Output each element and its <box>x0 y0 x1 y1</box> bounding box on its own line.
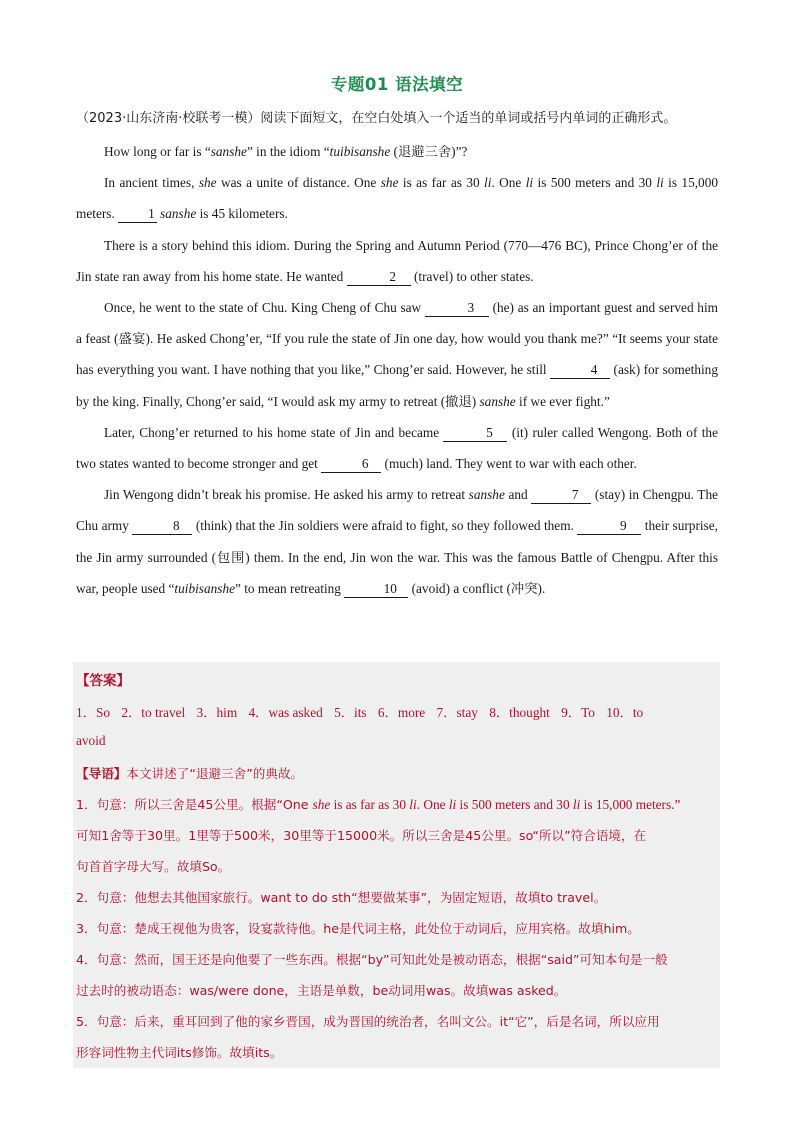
text: (退避三舍)”? <box>390 144 468 159</box>
italic-term: li <box>525 175 534 191</box>
text: is as far as 30 <box>398 175 485 191</box>
answer-item: 5．its <box>334 705 367 720</box>
blank-9[interactable]: 9 <box>577 517 641 535</box>
italic-term: she <box>380 175 399 191</box>
italic-term: she <box>198 175 217 191</box>
answer-item: 2．to travel <box>121 705 186 720</box>
passage-paragraph-4 <box>76 292 718 417</box>
text: is 15,000 meters.” <box>580 797 681 812</box>
blank-7[interactable]: 7 <box>531 486 591 504</box>
italic-term: li <box>409 797 417 812</box>
text: (stay) in Chengpu. The Chu army <box>76 487 719 534</box>
passage <box>76 136 718 604</box>
explanation-4-cont: 过去时的被动语态：was/were done，主语是单数，be动词用was。故填was asked。 <box>76 983 567 998</box>
passage-paragraph-6 <box>76 479 718 604</box>
text: There is a story behind this idiom. During the Spring and Autumn Period (770—476 BC), Prince Chong’er of the Jin state ran away from his home state. He wanted <box>76 237 718 284</box>
text: and <box>504 487 532 503</box>
explanation-3: 3．句意：楚成王视他为贵客，设宴款待他。he是代词主格，此处位于动词后，应用宾格。故填him。 <box>76 921 640 936</box>
text: was a unite of distance. One <box>216 175 381 191</box>
text: How long or far is “ <box>104 144 211 159</box>
text: (think) that the Jin soldiers were afraid to fight, so they followed them. <box>192 518 578 534</box>
italic-term: she <box>312 797 331 812</box>
answer-section <box>73 662 720 1068</box>
guide <box>76 758 716 789</box>
text: (ask) for something by the king. Finally, Chong’er said, “I would ask my army to retreat (撤退) <box>76 362 718 409</box>
text: Later, Chong’er returned to his home state of Jin and became <box>104 424 444 440</box>
explanation-1-cont: 句首首字母大写。故填So。 <box>76 859 231 874</box>
passage-paragraph-1 <box>76 136 718 167</box>
italic-term: li <box>572 797 581 812</box>
text: (travel) to other states. <box>410 268 534 284</box>
text: (it) ruler called Wengong. Both of the two states wanted to become stronger and get <box>76 424 718 472</box>
explanation-5: 5．句意：后来，重耳回到了他的家乡晋国，成为晋国的统治者，名叫文公。it“它”，后是名词，所以应用 <box>76 1014 660 1029</box>
text: (he) as an important guest and served him a feast (盛宴). He asked Chong’er, “If you rule the state of Jin one day, how would you thank me?” “It seems your state has everything you want. I have nothing that you like,” Chong’er said. However, he still <box>76 300 718 378</box>
italic-term: li <box>656 175 664 191</box>
italic-term: sanshe <box>160 206 197 222</box>
text: 1．句意：所以三舍是45公里。根据“One <box>76 797 313 812</box>
blank-5[interactable]: 5 <box>443 424 507 442</box>
text: is 500 meters and 30 <box>456 797 573 812</box>
blank-2[interactable]: 2 <box>347 268 411 286</box>
answer-item: 1．So <box>76 705 110 720</box>
passage-paragraph-5 <box>76 417 718 479</box>
answer-item: 10．to <box>606 705 644 720</box>
answer-item: 9．To <box>561 705 595 720</box>
explanation-2: 2．句意：他想去其他国家旅行。want to do sth“想要做某事”，为固定短语，故填to travel。 <box>76 890 607 905</box>
text: is 15,000 meters. <box>76 175 718 222</box>
blank-1[interactable]: 1 <box>118 205 157 223</box>
text: is 45 kilometers. <box>196 206 288 222</box>
blank-4[interactable]: 4 <box>550 361 610 379</box>
guide-text: 本文讲述了“退避三舍”的典故。 <box>126 766 304 781</box>
blank-3[interactable]: 3 <box>425 299 489 317</box>
text: Once, he went to the state of Chu. King Cheng of Chu saw <box>104 300 425 316</box>
explanation-4: 4．句意：然而，国王还是向他要了一些东西。根据“by”可知此处是被动语态，根据“said”可知本句是一般 <box>76 952 668 967</box>
answer-wrap: avoid <box>76 733 106 748</box>
text: (avoid) a conflict (冲突). <box>408 580 546 596</box>
italic-term: tuibisanshe <box>174 580 235 596</box>
answer-item: 7．stay <box>436 705 478 720</box>
text: Jin Wengong didn’t break his promise. He asked his army to retreat <box>104 487 469 503</box>
text: . One <box>491 175 526 191</box>
answer-heading: 【答案】 <box>76 673 130 689</box>
explanation-5-cont: 形容词性物主代词its修饰。故填its。 <box>76 1045 283 1060</box>
blank-6[interactable]: 6 <box>321 455 381 473</box>
answer-item: 6．more <box>377 705 426 720</box>
instruction: （2023·山东济南·校联考一模）阅读下面短文，在空白处填入一个适当的单词或括号内单词的正确形式。 <box>76 111 677 126</box>
text: In ancient times, <box>104 175 199 191</box>
text: is as far as 30 <box>330 797 410 812</box>
passage-paragraph-3 <box>76 230 718 292</box>
text: ” in the idiom “ <box>246 144 330 159</box>
answer-item: 8．thought <box>489 705 550 720</box>
italic-term: sanshe <box>210 144 247 159</box>
blank-8[interactable]: 8 <box>132 517 192 535</box>
explanation-1-cont: 可知1舍等于30里。1里等于500米，30里等于15000米。所以三舍是45公里。so“所以”符合语境，在 <box>76 828 647 843</box>
italic-term: sanshe <box>479 393 516 409</box>
text: their surprise, the Jin army surrounded (包围) them. In the end, Jin won the war. This was the famous Battle of Chengpu. After this war, people used “ <box>76 518 718 596</box>
text: ” to mean retreating <box>235 580 345 596</box>
italic-term: tuibisanshe <box>329 144 391 159</box>
guide-heading: 【导语】 <box>76 766 127 781</box>
text: is 500 meters and 30 <box>533 175 657 191</box>
text: (much) land. They went to war with each other. <box>381 456 637 472</box>
italic-term: li <box>448 797 457 812</box>
italic-term: li <box>484 175 492 191</box>
blank-10[interactable]: 10 <box>344 580 408 598</box>
answer-list <box>76 702 716 721</box>
answer-item: 4．was asked <box>248 705 323 720</box>
italic-term: sanshe <box>468 487 505 503</box>
page-title: 专题01 语法填空 <box>330 75 464 94</box>
explanation-1 <box>76 789 716 820</box>
answer-item: 3．him <box>196 705 238 720</box>
passage-paragraph-2 <box>76 167 718 229</box>
text: if we ever fight.” <box>515 393 610 409</box>
text: . One <box>416 797 449 812</box>
